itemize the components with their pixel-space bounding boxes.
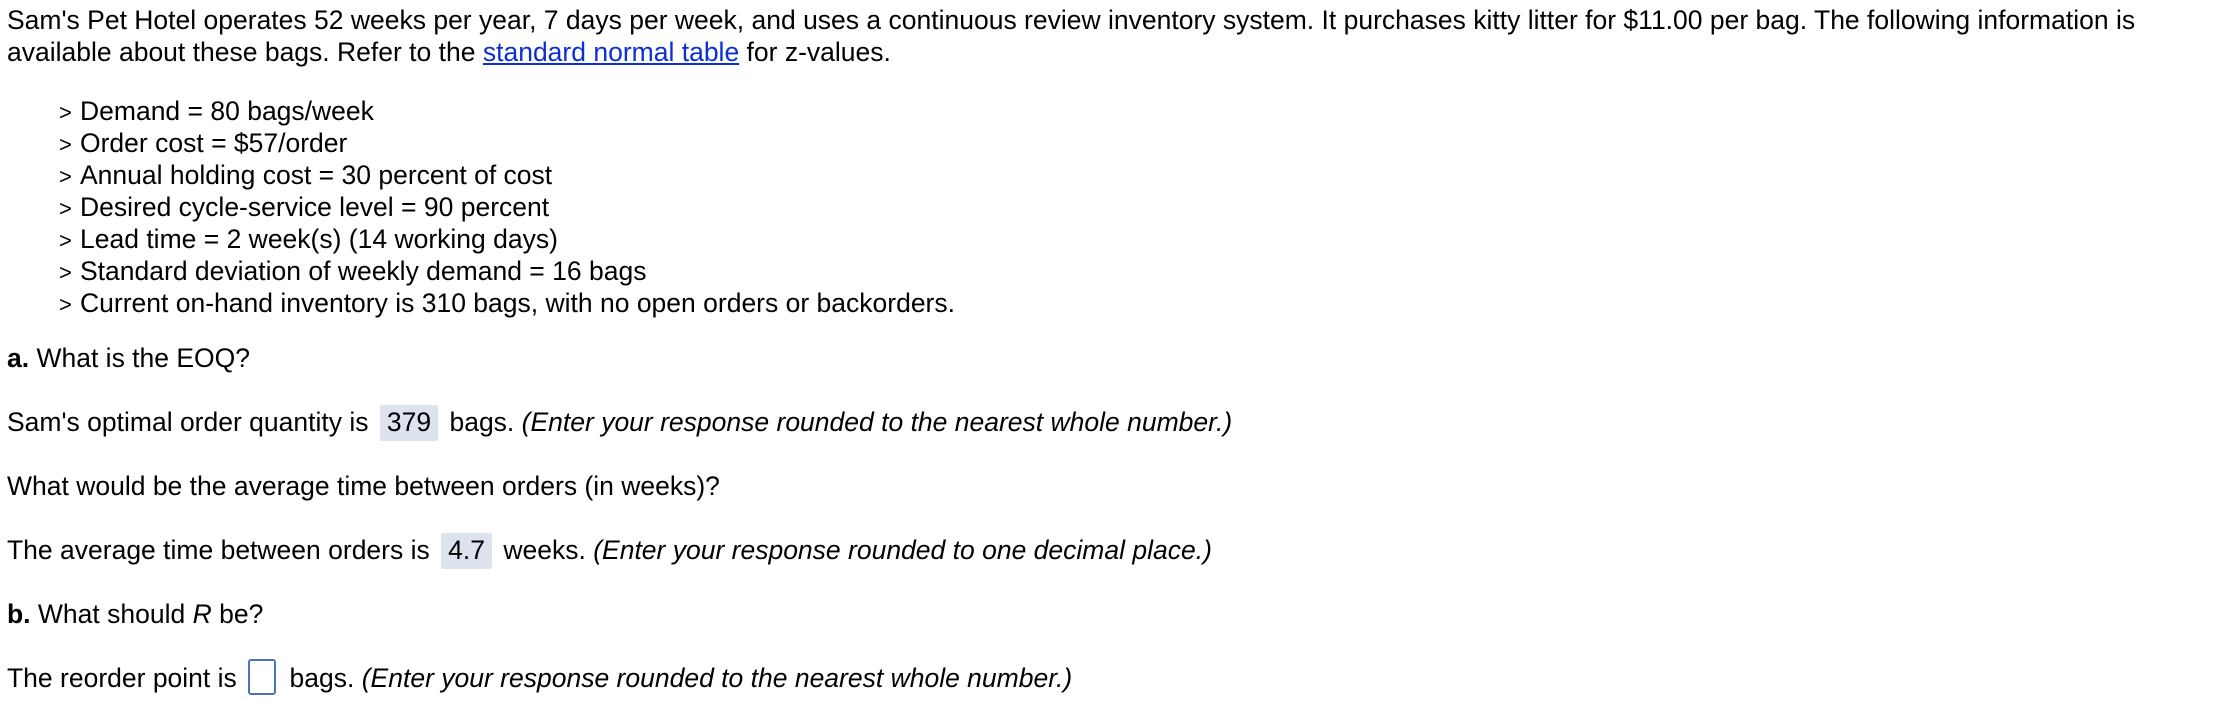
list-item-text: Current on-hand inventory is 310 bags, with no open orders or backorders. — [80, 287, 955, 318]
list-item-text: Demand = 80 bags/week — [80, 95, 374, 126]
part-a-question — [7, 342, 250, 374]
bullet-marker: > — [59, 99, 72, 125]
reorder-text-before: The reorder point is — [7, 663, 237, 693]
intro-text-end: for z-values. — [739, 37, 891, 68]
bullet-marker: > — [59, 163, 72, 189]
list-item — [59, 287, 2222, 319]
problem-intro — [7, 4, 2222, 69]
list-item-text: Desired cycle-service level = 90 percent — [80, 191, 550, 222]
part-b-text-after: be? — [211, 599, 264, 629]
bullet-marker: > — [59, 259, 72, 285]
part-b-variable: R — [192, 599, 212, 629]
list-item — [59, 127, 2222, 159]
bullet-marker: > — [59, 131, 72, 157]
time-question-text: What would be the average time between orders (in weeks)? — [7, 471, 720, 501]
time-hint: (Enter your response rounded to one decimal place.) — [593, 535, 1212, 565]
intro-text: Sam's Pet Hotel operates 52 weeks per year, 7 days per week, and uses a continuous review inventory system. It purchases kitty litter for $11.00 per bag. The following information is available about these bags. Refer to the — [7, 5, 2136, 68]
list-item-text: Lead time = 2 week(s) (14 working days) — [80, 223, 558, 254]
list-item — [59, 191, 2222, 223]
list-item-text: Order cost = $57/order — [80, 127, 348, 158]
list-item — [59, 255, 2222, 287]
time-answer-line — [7, 533, 1212, 569]
list-item-text: Standard deviation of weekly demand = 16 bags — [80, 255, 647, 286]
part-b-question — [7, 598, 263, 630]
time-text-after: weeks. — [503, 535, 586, 565]
eoq-text-after: bags. — [449, 407, 515, 437]
list-item — [59, 223, 2222, 255]
bullet-marker: > — [59, 227, 72, 253]
reorder-text-after: bags. — [289, 663, 355, 693]
list-item — [59, 95, 2222, 127]
eoq-answer-field[interactable]: 379 — [380, 405, 438, 441]
bullet-marker: > — [59, 195, 72, 221]
bullet-marker: > — [59, 291, 72, 317]
reorder-hint: (Enter your response rounded to the nearest whole number.) — [361, 663, 1073, 693]
reorder-answer-line — [7, 662, 1072, 695]
time-text-before: The average time between orders is — [7, 535, 430, 565]
given-info-list — [7, 95, 2222, 319]
eoq-hint: (Enter your response rounded to the nearest whole number.) — [521, 407, 1233, 437]
standard-normal-table-link[interactable]: standard normal table — [482, 37, 740, 68]
part-b-text-before: What should — [30, 599, 193, 629]
part-b-label: b. — [7, 599, 31, 629]
time-answer-field[interactable]: 4.7 — [441, 533, 492, 569]
eoq-text-before: Sam's optimal order quantity is — [7, 407, 369, 437]
part-a-label: a. — [7, 343, 30, 373]
list-item — [59, 159, 2222, 191]
time-between-orders-question — [7, 470, 720, 502]
part-a-question-text: What is the EOQ? — [29, 343, 251, 373]
list-item-text: Annual holding cost = 30 percent of cost — [80, 159, 553, 190]
eoq-answer-line — [7, 405, 1232, 441]
reorder-point-input[interactable] — [248, 659, 276, 695]
